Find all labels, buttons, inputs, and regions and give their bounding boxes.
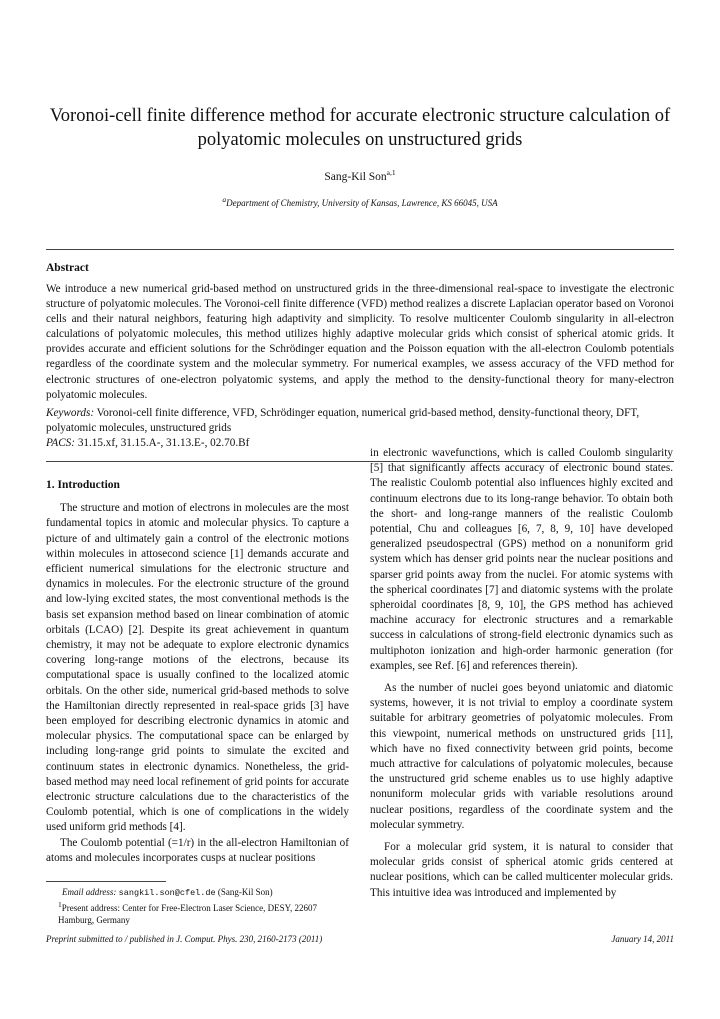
email-footnote: [46, 886, 351, 899]
intro-paragraph-1: The structure and motion of electrons in molecules are the most fundamental topics in atomic and molecular physics. To capture a picture of and ultimately gain a control of the electronic motions within molecules in attosecond science [1] demands accurate and efficient numerical simulations for the electronic structure and dynamics in molecules. For the electronic structure of the ground and low-lying excited states, the most conventional methods is the basis set expansion method based on linear combination of atomic orbitals (LCAO) [2]. Despite its great achievement in quantum chemistry, it may not be adequate to explore electronic dynamics covering long-range motions of the electrons, because its computational space is usually confined to the localized atomic orbitals. On the other side, numerical grid-based methods to solve the Hamiltonian directly represented in real-space grids [3] have been employed for describing electronic dynamics in atomic and molecular physics. The computational space can be enlarged by including long-range grid points to simulate the excited and continuum states in electronic dynamics. Nonetheless, the grid-based method may need local refinement of grid points for accurate electronic structure calculations due to the characteristics of the Coulomb potential, which is one of complications in the widely used uniform grid methods [4].: [46, 502, 349, 834]
keywords-block: [46, 406, 674, 451]
intro-paragraph-5: For a molecular grid system, it is natural to consider that molecular grids consist of spherical atomic grids centered at nuclear positions, which can be called multicenter molecular grids. This intuitive idea was introduced and implemented by: [370, 841, 673, 899]
footer-citation: Preprint submitted to / published in J. Comput. Phys. 230, 2160-2173 (2011): [46, 934, 323, 944]
author-line: [0, 168, 720, 183]
email-label: Email address:: [62, 887, 117, 897]
email-address[interactable]: sangkil.son@cfel.de: [118, 888, 216, 898]
footnote-rule: [46, 881, 166, 882]
footnote-1-mark: 1: [58, 900, 62, 909]
affiliation-text: Department of Chemistry, University of Kansas, Lawrence, KS 66045, USA: [226, 198, 498, 208]
page-footer: [46, 934, 674, 944]
abstract-heading: Abstract: [46, 262, 89, 274]
section-heading: 1. Introduction: [46, 479, 120, 491]
affiliation: [0, 195, 720, 208]
affiliation-mark: a: [222, 195, 227, 204]
top-rule: [46, 249, 674, 250]
pacs-label: PACS:: [46, 437, 76, 450]
author-marks: a,1: [386, 168, 396, 177]
keywords-text: Voronoi-cell finite difference, VFD, Schrödinger equation, numerical grid-based method, density-functional theory, DFT, polyatomic molecules, unstructured grids: [46, 407, 640, 435]
intro-paragraph-2: The Coulomb potential (=1/r) in the all-electron Hamiltonian of atoms and molecules incorporates cusps at nuclear positions: [46, 836, 349, 864]
email-name: (Sang-Kil Son): [217, 887, 273, 897]
abstract-text: We introduce a new numerical grid-based method on unstructured grids in the three-dimensional real-space to investigate the electronic structure of polyatomic molecules. The Voronoi-cell finite difference (VFD) method realizes a discrete Laplacian operator based on Voronoi cells and their natural neighbors, featuring high adaptivity and simplicity. To resolve multicenter Coulomb singularity in all-electron calculations of polyatomic molecules, this method utilizes highly adaptive molecular grids which consist of spherical atomic grids. It provides accurate and efficient solutions for the Schrödinger equation and the Poisson equation with the all-electron Coulomb potentials regardless of the coordinate system and the molecular symmetry. For numerical examples, we assess accuracy of the VFD method for electronic structures of one-electron polyatomic systems, and apply the method to the density-functional theory for many-electron polyatomic molecules.: [46, 283, 674, 401]
paper-title: Voronoi-cell finite difference method for accurate electronic structure calculation of polyatomic molecules on unstructured grids: [49, 106, 671, 150]
right-column: [370, 446, 673, 901]
author-name: Sang-Kil Son: [324, 170, 387, 183]
present-address-footnote: [46, 899, 351, 926]
footnote-1-text: Present address: Center for Free-Electron Laser Science, DESY, 22607 Hamburg, Germany: [58, 903, 318, 925]
pacs-text: 31.15.xf, 31.15.A-, 31.13.E-, 02.70.Bf: [77, 437, 250, 450]
intro-paragraph-3: in electronic wavefunctions, which is called Coulomb singularity [5] that significantly affects accuracy of electronic bound states. The realistic Coulomb potential also influences highly excited and continuum electrons due to its long-range behavior. To obtain both the short- and long-range manners of the realistic Coulomb potential, Chu and colleagues [6, 7, 8, 9, 10] have developed generalized pseudospectral (GPS) method on a nonuniform grid system which has denser grid points near the nuclear positions and sparser grid points away from the nuclei. For atomic systems with the spherical coordinates [7] and diatomic systems with the prolate spheroidal coordinates [8, 9, 10], the GPS method has achieved machine accuracy for electronic structures and a remarkable success in calculations of strong-field electronic dynamics such as multiphoton ionization and high-order harmonic generation (for examples, see Ref. [6] and references therein).: [370, 447, 673, 672]
intro-paragraph-4: As the number of nuclei goes beyond uniatomic and diatomic systems, however, it is not trivial to employ a coordinate system suitable for arbitrary geometries of polyatomic molecules. From this viewpoint, numerical methods on unstructured grids [11], which have no fixed connectivity between grid points, become much attractive for calculations of polyatomic molecules, because the unstructured grid scheme enables us to use highly adaptive nonuniform molecular grids with variable resolutions around nuclear positions, regardless of the coordinate system and the molecular symmetry.: [370, 682, 673, 831]
keywords-label: Keywords:: [46, 407, 95, 419]
footnotes: [46, 886, 351, 926]
footer-date: January 14, 2011: [611, 934, 674, 944]
left-column: [46, 478, 349, 866]
